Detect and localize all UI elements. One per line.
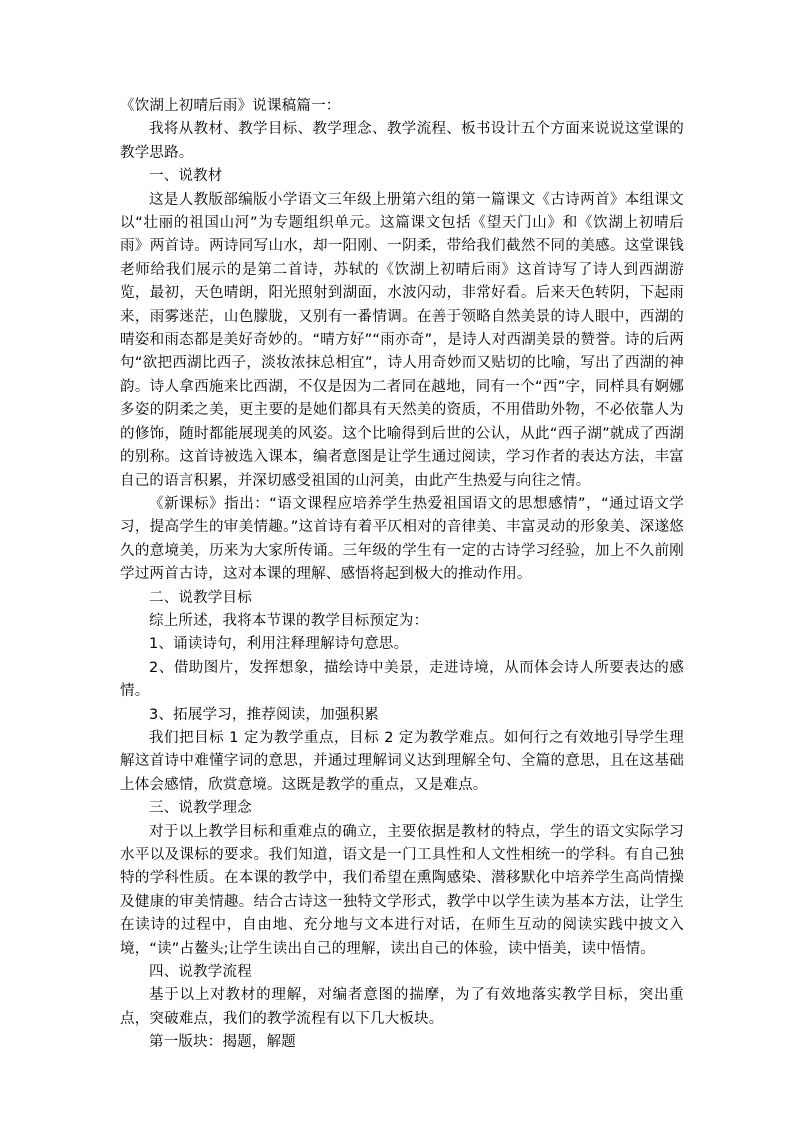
- goal-item-1: 1、诵读诗句，利用注释理解诗句意思。: [149, 636, 409, 653]
- document-title: 《饮湖上初晴后雨》说课稿篇一：: [120, 98, 341, 114]
- intro-paragraph: 我将从教材、教学目标、教学理念、教学流程、板书设计五个方面来说说这堂课的教学思路。: [120, 121, 684, 161]
- goals-intro-paragraph: 综上所述，我将本节课的教学目标预定为：: [149, 612, 429, 629]
- curriculum-paragraph: 《新课标》指出：“语文课程应培养学生热爱祖国语文的思想感情”，“通过语文学习，提高学生的审美情趣。”这首诗有着平仄相对的音律美、丰富灵动的形象美、深遂悠久的意境美，历来为大家所传诵。三年级的学生有一定的古诗学习经验，加上不久前刚学过两首古诗，这对本课的理解、感悟将起到极大的推动作用。: [120, 495, 684, 583]
- focus-paragraph: 我们把目标 1 定为教学重点，目标 2 定为教学难点。如何行之有效地引导学生理解这首诗中难懂字词的意思，并通过理解词义达到理解全句、全篇的意思，且在这基础上体会感情，欣赏意境。这既是教学的重点，又是难点。: [120, 729, 684, 793]
- section-heading-textbook: 一、说教材: [149, 168, 223, 185]
- goal-item-3: 3、拓展学习，推荐阅读，加强积累: [149, 706, 379, 723]
- section-heading-goals: 二、说教学目标: [149, 589, 252, 606]
- document-page: [120, 95, 684, 1055]
- goal-item-2: 2、借助图片，发挥想象，描绘诗中美景，走进诗境，从而体会诗人所要表达的感情。: [120, 659, 684, 700]
- process-block-1: 第一版块：揭题，解题: [149, 1034, 296, 1051]
- process-paragraph: 基于以上对教材的理解，对编者意图的揣摩，为了有效地落实教学目标，突出重点，突破难点，我们的教学流程有以下几大板块。: [120, 987, 684, 1027]
- section-heading-process: 四、说教学流程: [149, 964, 252, 981]
- philosophy-paragraph: 对于以上教学目标和重难点的确立，主要依据是教材的特点，学生的语文实际学习水平以及课标的要求。我们知道，语文是一门工具性和人文性相统一的学科。有自己独特的学科性质。在本课的教学中，我们希望在熏陶感染、潜移默化中培养学生高尚情操及健康的审美情趣。结合古诗这一独特文学形式，教学中以学生读为基本方法，让学生在读诗的过程中，自由地、充分地与文本进行对话，在师生互动的阅读实践中披文入境，“读”占鳌头;让学生读出自己的理解，读出自己的体验，读中悟美，读中悟情。: [120, 823, 684, 957]
- section-heading-philosophy: 三、说教学理念: [149, 800, 252, 817]
- textbook-paragraph: 这是人教版部编版小学语文三年级上册第六组的第一篇课文《古诗两首》本组课文以“壮丽的祖国山河”为专题组织单元。这篇课文包括《望天门山》和《饮湖上初晴后雨》两首诗。两诗同写山水，却一阳刚、一阴柔，带给我们截然不同的美感。这堂课钱老师给我们展示的是第二首诗，苏轼的《饮湖上初晴后雨》这首诗写了诗人到西湖游览，最初，天色晴朗，阳光照射到湖面，水波闪动，非常好看。后来天色转阴，下起雨来，雨雾迷茫，山色朦胧，又别有一番情调。在善于领略自然美景的诗人眼中，西湖的晴姿和雨态都是美好奇妙的。“晴方好”“雨亦奇”，是诗人对西湖美景的赞誉。诗的后两句“欲把西湖比西子，淡妆浓抹总相宜”，诗人用奇妙而又贴切的比喻，写出了西湖的神韵。诗人拿西施来比西湖，不仅是因为二者同在越地，同有一个“西”字，同样具有婀娜多姿的阴柔之美，更主要的是她们都具有天然美的资质，不用借助外物，不必依靠人为的修饰，随时都能展现美的风姿。这个比喻得到后世的公认，从此“西子湖”就成了西湖的别称。这首诗被选入课本，编者意图是让学生通过阅读，学习作者的表达方法，丰富自己的语言积累，并深切感受祖国的山河美，由此产生热爱与向往之情。: [120, 191, 684, 489]
